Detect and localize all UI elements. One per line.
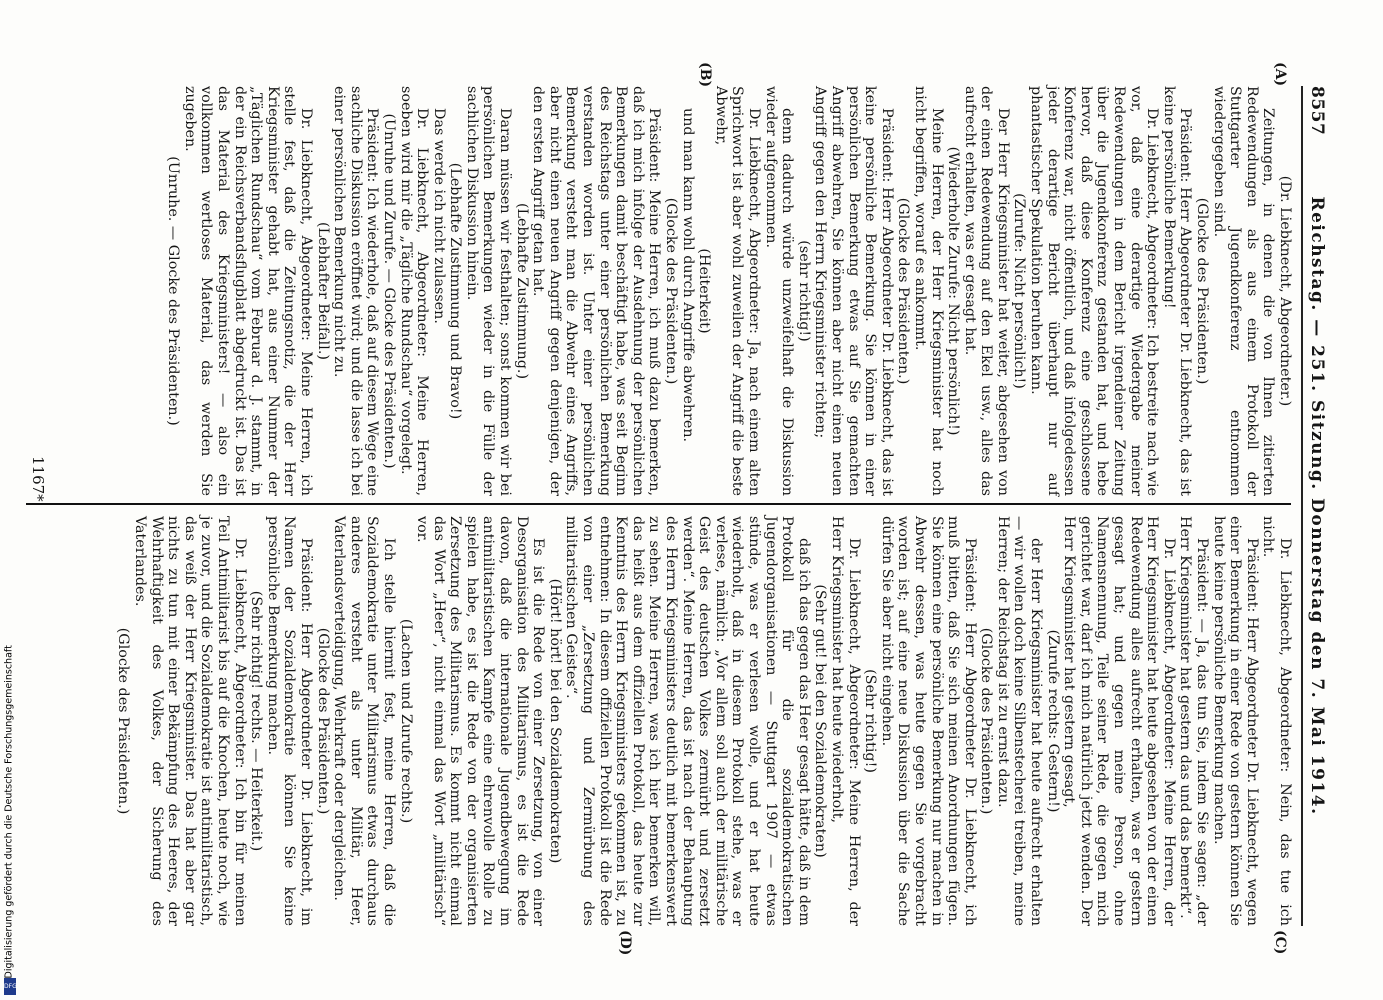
paragraph: (Glocke des Präsidenten.) <box>663 197 680 385</box>
paragraph: Dr. Liebknecht, Abgeordneter: Meine Herren, der Herr Kriegsminister hat heute wiederholt, <box>828 516 862 926</box>
paragraph: (Dr. Liebknecht, Abgeordneter.) <box>1277 175 1293 407</box>
paragraph: (Lachen und Zurufe rechts.) <box>397 618 414 824</box>
right-column <box>115 516 1293 926</box>
header-rule <box>1301 86 1303 926</box>
left-column <box>165 86 1293 496</box>
paragraph: der Herr Kriegsminister hat heute aufrecht erhalten — wir wollen doch keine Silbenstecherei treiben, meine Herren; der Reichstag ist zu ernst dazu. <box>994 516 1045 926</box>
paragraph: Präsident: — Ja, das tun Sie, indem Sie sagen: „der Herr Kriegsminister hat gestern das und das bemerkt“. <box>1177 516 1211 926</box>
paragraph: denn dadurch würde unzweifelhaft die Diskussion wieder aufgenommen. <box>762 86 796 496</box>
paragraph: (Glocke des Präsidenten.) <box>115 627 132 815</box>
paragraph: Dr. Liebknecht, Abgeordneter: Ich bestreite nach wie vor, daß eine derartige Wiedergabe meiner Redewendungen in dem Bericht irgendeiner Zeitung über die Jugendkonferenz gestanden hat, und hebe hervor, daß diese Konferenz eine geschlossene Konferenz war, nicht öffentlich, und daß infolgedessen jeder derartige Bericht überhaupt nur auf phantastischer Spekulation beruhen kann. <box>1028 86 1161 496</box>
paragraph: Präsident: Ich wiederhole, daß auf diesem Wege eine sachliche Diskussion eröffnet wird; und die lasse ich bei einer persönlichen Bemerkung nicht zu. <box>331 86 381 496</box>
paragraph: Dr. Liebknecht, Abgeordneter: Meine Herren, ich stelle fest, daß die Zeitungsnotiz, die der Herr Kriegsminister gehabt hat, aus einer Nummer der „Täglichen Rundschau“ vom Februar d. J. stammt, in der ein Reichsverbandsflugblatt abgedruckt ist. Das ist das Material des Kriegsministers! — also ein vollkommen wertloses Material, das werden Sie zugeben. <box>181 86 314 496</box>
paragraph: Es ist die Rede von einer Zersetzung, von einer Desorganisation des Militarismus, es ist die Rede davon, daß die internationale Jugendbewegung im antimilitaristischen Kampfe eine ehrenvolle Rolle zu spielen habe, es ist die Rede von der organisierten Zersetzung des Militarismus. Es kommt nicht einmal das Wort „Heer“, nicht einmal das Wort „militärisch“ vor. <box>414 516 547 926</box>
paragraph: Dr. Liebknecht, Abgeordneter: Ich bin für meinen Teil Antimilitarist bis auf die Knochen, heute noch, wie je zuvor, und die Sozialdemokratie ist antimilitaristisch, das weiß der Herr Kriegsminister. Das hat aber gar nichts zu tun mit einer Bekämpfung des Heeres, der Wehrhaftigkeit des Volkes, der Sicherung des Vaterlandes. <box>132 516 248 926</box>
paragraph: Zeitungen, in denen die von Ihnen zitierten Redewendungen als aus einem Protokoll der Stuttgarter Jugendkonferenz entnommen wiedergegeben sind. <box>1210 86 1277 496</box>
paragraph: Dr. Liebknecht, Abgeordneter: Ja, nach einem alten Sprichwort ist aber wohl zuweilen der Angriff die beste Abwehr, <box>712 86 762 496</box>
paragraph: (Lebhafter Beifall.) <box>314 222 331 360</box>
paragraph: (Lebhafte Zustimmung und Bravo!) <box>447 162 464 420</box>
paragraph: daß ich das gegen das Heer gesagt hätte, daß in dem Protokoll für die sozialdemokratischen Jugendorganisationen — Stuttgart 1907 — etwas stünde, was er verlesen wolle, und er hat heute wiederholt, daß in diesem Protokoll stehe, was er verlese, nämlich: „Vor allem soll auch der militärische Geist des deutschen Volkes zermürbt und zersetzt werden“. Meine Herren, das ist nach der Behauptung des Herrn Kriegsministers deutlich mit bemerkenswert zu sehen. Meine Herren, was ich hier bemerken will, das heißt aus dem offiziellen Protokoll, das heute zur Kenntnis des Herrn Kriegsministers gekommen ist, zu entnehmen: In diesem offiziellen Protokoll ist die Rede von einer „Zersetzung und Zermürbung des militaristischen Geistes“. <box>563 516 812 926</box>
paragraph: Präsident: Meine Herren, ich muß dazu bemerken, daß ich mich infolge der Ausdehnung der persönlichen Bemerkungen damit beschäftigt habe, was seit Beginn des Reichstags unter einer persönlichen Bemerkung verstanden worden ist. Unter einer persönlichen Bemerkung versteht man die Abwehr eines Angriffs, aber nicht einen neuen Angriff gegen denjenigen, der den ersten Angriff getan hat. <box>530 86 663 496</box>
paragraph: (Zurufe rechts: Gestern!) <box>1044 629 1061 813</box>
paragraph: Präsident: Herr Abgeordneter Dr. Liebknecht, wegen einer Bemerkung in einer Rede von gestern können Sie heute keine persönliche Bemerkung machen. <box>1210 516 1260 926</box>
paragraph: Ich stelle hiermit fest, meine Herren, daß die Sozialdemokratie unter Militarismus etwas durchaus anderes versteht als unter Militär, Heer, Vaterlandsverteidigung, Wehrkraft oder dergleichen. <box>331 516 397 926</box>
paragraph: Daran müssen wir festhalten; sonst kommen wir bei persönlichen Bemerkungen wieder in die Fülle der sachlichen Diskussion hinein. <box>463 86 514 496</box>
paragraph: Dr. Liebknecht, Abgeordneter: Meine Herren, soeben wird mir die „Tägliche Rundschau“ vorgelegt. <box>397 86 431 496</box>
dfg-logo-icon: DFG <box>4 978 16 995</box>
paragraph: (sehr richtig!) <box>795 240 812 342</box>
paragraph: (Glocke des Präsidenten.) <box>1194 197 1211 385</box>
margin-mark-b: (B) <box>697 62 713 88</box>
paragraph: Präsident: Herr Abgeordneter Dr. Liebknecht, ich muß bitten, daß Sie sich meinen Anordnungen fügen. Sie können eine persönliche Bemerkung nur machen in Abwehr dessen, was heute gegen Sie vorgebracht worden ist; auf eine neue Diskussion über die Sache dürfen Sie aber nicht eingehen. <box>878 516 978 926</box>
paragraph: (Unruhe. — Glocke des Präsidenten.) <box>165 156 182 426</box>
paragraph: Dr. Liebknecht, Abgeordneter: Meine Herren, der Herr Kriegsminister hat heute abgesehen von der einen Redewendung alles aufrecht erhalten, was er gestern gesagt hat; und gegen meine Person, ohne Namensnennung, Teile seiner Rede, die gegen mich gerichtet war, darf ich mich natürlich jetzt wenden. Der Herr Kriegsminister hat gestern gesagt, <box>1061 516 1177 926</box>
paragraph: (Glocke des Präsidenten.) <box>314 627 331 815</box>
paragraph: Präsident: Herr Abgeordneter Dr. Liebknecht, das ist keine persönliche Bemerkung. Sie können in einer persönlichen Bemerkung etwas auf Sie gemachten Angriff abwehren, Sie können aber nicht einen neuen Angriff gegen den Herrn Kriegsminister richten; <box>812 86 895 496</box>
paragraph: (Hört! hört! bei den Sozialdemokraten) <box>546 578 563 864</box>
paragraph: und man kann wohl durch Angriffe abwehren. <box>679 108 696 443</box>
page-number-header: 8557 <box>1307 86 1327 136</box>
margin-mark-c: (C) <box>1272 930 1288 955</box>
margin-mark-a: (A) <box>1272 62 1288 87</box>
column-divider <box>26 503 1291 505</box>
paragraph: Präsident: Herr Abgeordneter Dr. Liebknecht, im Namen der Sozialdemokratie können Sie keine persönliche Bemerkung machen. <box>264 516 314 926</box>
paragraph: (Lebhafte Zustimmung.) <box>513 202 530 380</box>
paragraph: (Heiterkeit) <box>696 248 713 334</box>
paragraph: Meine Herren, der Herr Kriegsminister hat noch nicht begriffen, worauf es ankommt. <box>911 86 945 496</box>
paragraph: (Unruhe und Zurufe. — Glocke des Präsidenten.) <box>380 113 397 469</box>
dfg-sidebar <box>4 600 16 995</box>
margin-mark-d: (D) <box>617 930 633 956</box>
footer-page-number: 1167* <box>29 456 47 502</box>
paragraph: (Zurufe: Nicht persönlich!) <box>1011 193 1028 389</box>
paragraph: (Sehr richtig! rechts. — Heiterkeit.) <box>248 590 265 852</box>
paragraph: (Sehr gut! bei den Sozialdemokraten) <box>812 584 829 858</box>
paragraph: Das werde ich nicht zulassen. <box>430 108 447 324</box>
dfg-credit-text: Digitalisierung gefördert durch die Deutsche Forschungsgemeinschaft <box>3 645 15 979</box>
paragraph: (Glocke des Präsidenten.) <box>895 197 912 385</box>
header-title: Reichstag. — 251. Sitzung. Donnerstag den 7. Mai 1914. <box>1307 196 1327 816</box>
paragraph: (Glocke des Präsidenten.) <box>978 627 995 815</box>
paragraph: Präsident: Herr Abgeordneter Dr. Liebknecht, das ist keine persönliche Bemerkung! <box>1160 86 1194 496</box>
paragraph: (Wiederholte Zurufe: Nicht persönlich!) <box>945 146 962 436</box>
paragraph: Dr. Liebknecht, Abgeordneter: Nein, das tue ich nicht. <box>1260 516 1293 926</box>
paragraph: Der Herr Kriegsminister hat weiter, abgesehen von der einen Redewendung auf den Ekel usw., alles das aufrecht erhalten, was er gesagt hat. <box>961 86 1011 496</box>
paragraph: (Sehr richtig!) <box>862 669 879 773</box>
page-header <box>1301 86 1331 926</box>
